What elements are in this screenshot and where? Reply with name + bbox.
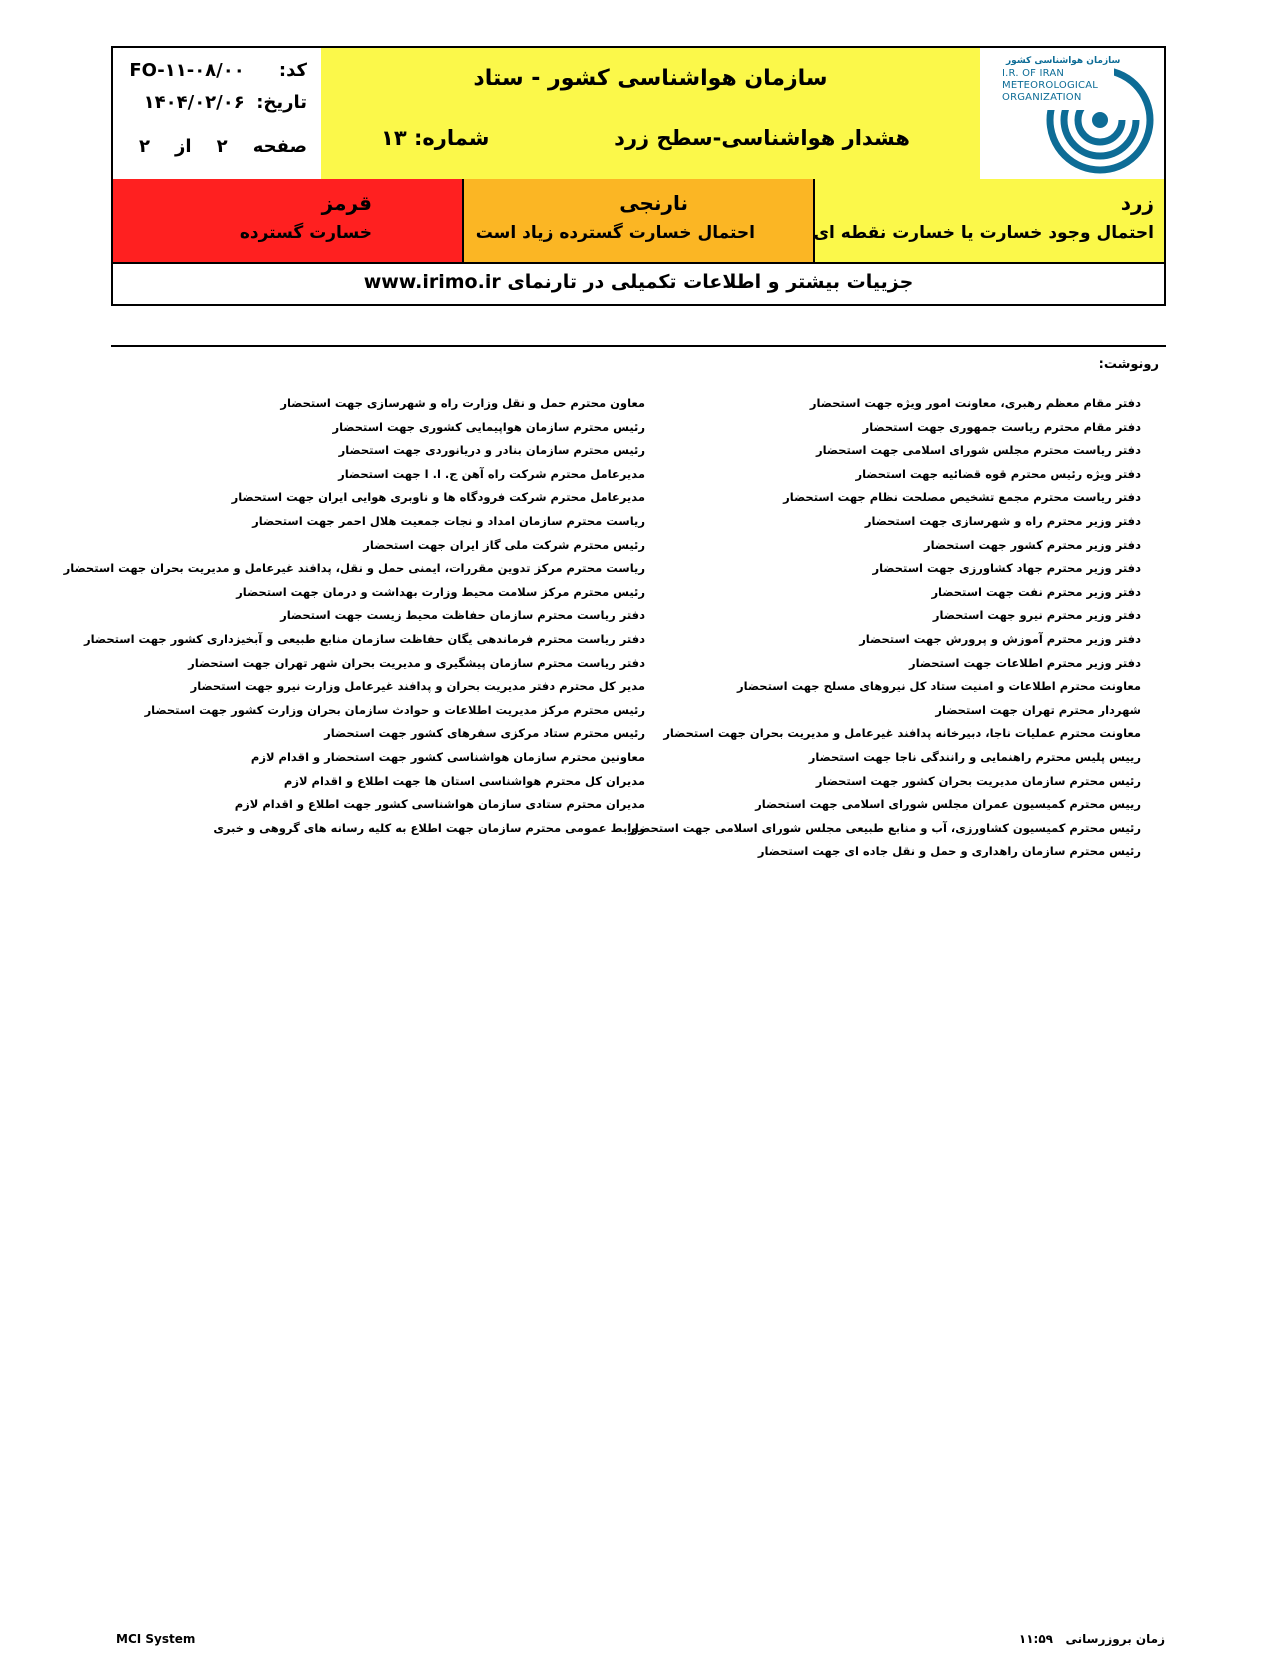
page-of: از (175, 136, 192, 157)
level-description: احتمال خسارت گسترده زیاد است (475, 223, 755, 243)
warning-title: هشدار هواشناسی-سطح زرد (614, 126, 910, 150)
cc-recipient: رئیس محترم سازمان بنادر و دریانوردی جهت استحضار (338, 443, 645, 458)
level-red (113, 179, 464, 262)
warning-levels-row (113, 179, 1164, 264)
cc-recipient: دفتر وزیر محترم راه و شهرسازی جهت استحضار (864, 513, 1141, 528)
more-info-row (113, 262, 1164, 304)
cc-recipient: معاون محترم حمل و نقل وزارت راه و شهرسازی جهت استحضار (280, 396, 645, 410)
cc-recipient: روابط عمومی محترم سازمان جهت اطلاع به کلیه رسانه های گروهی و خبری (213, 820, 645, 835)
level-name: نارنجی (619, 191, 688, 215)
cc-recipient: رئیس محترم سازمان هواپیمایی کشوری جهت استحضار (332, 419, 645, 434)
org-title: سازمان هواشناسی کشور - ستاد (473, 66, 828, 91)
cc-recipient: دفتر ریاست محترم سازمان پیشگیری و مدیریت بحران شهر تهران جهت استحضار (188, 655, 645, 670)
cc-recipient: ریاست محترم مرکز تدوین مقررات، ایمنی حمل و نقل، پدافند غیرعامل و مدیریت بحران جهت استحضار (63, 561, 645, 576)
cc-recipient: دفتر وزیر محترم آموزش و پرورش جهت استحضار (859, 631, 1141, 646)
cc-recipient: رییس محترم کمیسیون عمران مجلس شورای اسلامی جهت استحضار (755, 797, 1141, 812)
cc-recipient: مدیرعامل محترم شرکت فرودگاه ها و ناوبری هوایی ایران جهت استحضار (231, 490, 645, 505)
code-line (129, 60, 307, 81)
cc-recipient: رییس پلیس محترم راهنمایی و رانندگی ناجا جهت استحضار (808, 749, 1141, 764)
cc-recipient: رئیس محترم مرکز مدیریت اطلاعات و حوادث سازمان بحران وزارت کشور جهت استحضار (144, 702, 645, 717)
level-yellow (815, 179, 1164, 262)
cc-list-right (628, 392, 1141, 864)
cc-recipient: مدیر کل محترم دفتر مدیریت بحران و پدافند غیرعامل وزارت نیرو جهت استحضار (190, 679, 645, 694)
level-orange (464, 179, 815, 262)
logo-line: ORGANIZATION (1002, 92, 1082, 103)
cc-recipient: دفتر ویژه رئیس محترم قوه قضائیه جهت استحضار (855, 466, 1141, 481)
cc-recipient: رئیس محترم شرکت ملی گاز ایران جهت استحضار (363, 537, 645, 552)
cc-recipient: رئیس محترم کمیسیون کشاورزی، آب و منابع طبیعی مجلس شورای اسلامی جهت استحضار (628, 820, 1141, 835)
code-value: FO-۱۱-۰۸/۰۰ (129, 60, 245, 81)
footer-update (1019, 1632, 1165, 1646)
level-description: احتمال وجود خسارت یا خسارت نقطه ای (813, 223, 1154, 243)
date-line (144, 92, 307, 113)
cc-recipient: دفتر ریاست محترم مجلس شورای اسلامی جهت استحضار (815, 443, 1141, 458)
document-meta-box (113, 48, 323, 179)
date-value: ۱۴۰۴/۰۲/۰۶ (143, 92, 245, 113)
header-top-row (113, 48, 1164, 181)
cc-recipient: دفتر ریاست محترم سازمان حفاظت محیط زیست جهت استحضار (280, 608, 645, 623)
cc-recipient: ریاست محترم سازمان امداد و نجات جمعیت هلال احمر جهت استحضار (252, 513, 645, 528)
cc-recipient: معاونت محترم اطلاعات و امنیت ستاد کل نیروهای مسلح جهت استحضار (737, 679, 1141, 694)
code-label: کد: (278, 60, 307, 81)
cc-recipient: دفتر ریاست محترم فرماندهی یگان حفاظت سازمان منابع طبیعی و آبخیزداری کشور جهت استحضار (84, 631, 645, 646)
cc-recipient: دفتر وزیر محترم نیرو جهت استحضار (932, 608, 1141, 623)
page-current: ۲ (216, 136, 228, 157)
page-line (139, 136, 307, 157)
update-time: ۱۱:۵۹ (1018, 1632, 1053, 1646)
page-total: ۲ (138, 136, 150, 157)
logo-line: METEOROLOGICAL (1002, 80, 1099, 91)
cc-recipient: مدیران محترم ستادی سازمان هواشناسی کشور جهت اطلاع و اقدام لازم (234, 797, 645, 812)
warning-header (111, 46, 1166, 306)
organization-logo (980, 48, 1164, 179)
cc-recipient: رئیس محترم سازمان مدیریت بحران کشور جهت استحضار (815, 773, 1141, 788)
cc-recipient: دفتر مقام معظم رهبری، معاونت امور ویژه جهت استحضار (809, 396, 1141, 410)
cc-recipient: دفتر ریاست محترم مجمع تشخیص مصلحت نظام جهت استحضار (783, 490, 1141, 505)
title-box (321, 48, 982, 179)
date-label: تاریخ: (256, 92, 307, 113)
level-name: قرمز (321, 191, 372, 215)
cc-recipient: دفتر وزیر محترم کشور جهت استحضار (923, 537, 1141, 552)
cc-recipient: رئیس محترم ستاد مرکزی سفرهای کشور جهت استحضار (324, 726, 645, 741)
logo-text-fa: سازمان هواشناسی کشور (1006, 56, 1121, 66)
divider (111, 345, 1166, 347)
footer-system: MCI System (116, 1632, 196, 1646)
cc-recipient: شهردار محترم تهران جهت استحضار (935, 702, 1141, 717)
more-info-link[interactable]: جزییات بیشتر و اطلاعات تکمیلی در تارنمای www.irimo.ir (363, 271, 914, 293)
logo-line: I.R. OF IRAN (1002, 68, 1065, 79)
cc-recipient: دفتر مقام محترم ریاست جمهوری جهت استحضار (862, 419, 1141, 434)
cc-recipient: معاونت محترم عملیات ناجا، دبیرخانه پدافند غیرعامل و مدیریت بحران جهت استحضار (663, 726, 1141, 741)
warning-number: شماره: ۱۳ (381, 126, 490, 150)
cc-recipient: مدیرعامل محترم شرکت راه آهن ج. ا. ا جهت استحضار (338, 466, 645, 481)
level-description: خسارت گسترده (239, 223, 372, 243)
update-label: زمان بروزرسانی (1065, 1632, 1165, 1646)
cc-recipient: رئیس محترم مرکز سلامت محیط وزارت بهداشت و درمان جهت استحضار (236, 584, 645, 599)
cc-recipient: دفتر وزیر محترم اطلاعات جهت استحضار (908, 655, 1141, 670)
cc-recipient: مدیران کل محترم هواشناسی استان ها جهت اطلاع و اقدام لازم (283, 773, 645, 788)
page-label: صفحه (252, 136, 307, 157)
cc-recipient: معاونین محترم سازمان هواشناسی کشور جهت استحضار و اقدام لازم (250, 749, 645, 764)
cc-recipient: رئیس محترم سازمان راهداری و حمل و نقل جاده ای جهت استحضار (757, 844, 1141, 859)
level-name: زرد (1120, 191, 1154, 215)
cc-recipient: دفتر وزیر محترم نفت جهت استحضار (931, 584, 1141, 599)
cc-heading: رونوشت: (1098, 357, 1159, 372)
cc-recipient: دفتر وزیر محترم جهاد کشاورزی جهت استحضار (872, 561, 1141, 576)
logo-text-en (1002, 68, 1098, 104)
cc-list-left (64, 392, 645, 840)
